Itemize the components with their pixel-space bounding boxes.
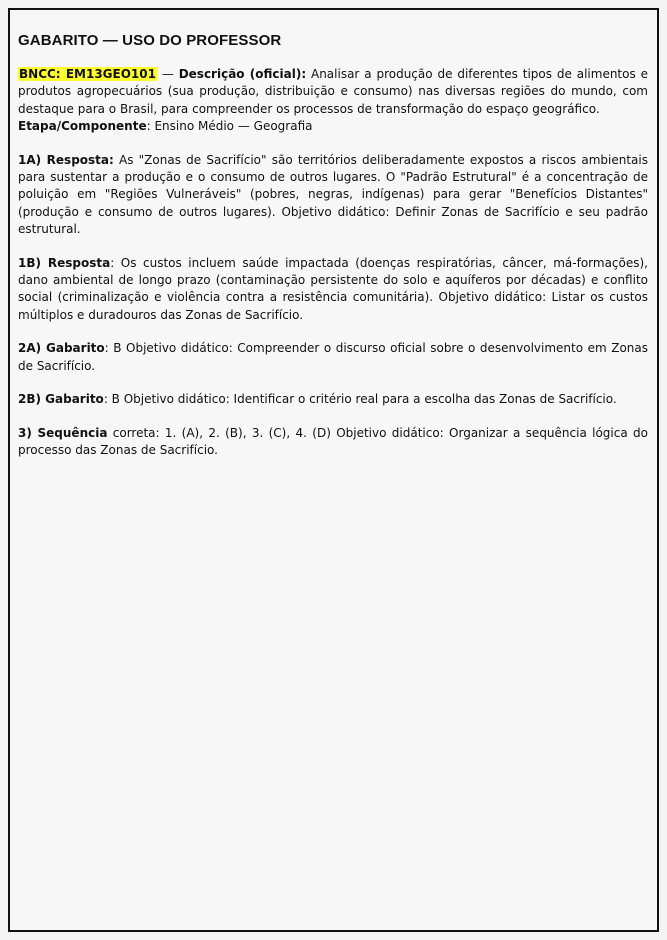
- answer-2b-label: 2B) Gabarito: [18, 392, 104, 407]
- answer-2a-text: : B Objetivo didático: Compreender o discurso oficial sobre o desenvolvimento em Zonas de Sacrifício.: [18, 341, 648, 373]
- page-title: GABARITO — USO DO PROFESSOR: [18, 32, 282, 49]
- bncc-separator: —: [156, 67, 179, 81]
- answer-2b: [18, 391, 648, 408]
- answer-1a-label: 1A) Resposta:: [18, 152, 114, 167]
- description-label: Descrição (oficial):: [178, 67, 307, 81]
- answer-3-text: correta: 1. (A), 2. (B), 3. (C), 4. (D) Objetivo didático: Organizar a sequência lógica do processo das Zonas de Sacrifício.: [18, 425, 648, 457]
- answer-3-label: 3) Sequência: [18, 425, 108, 440]
- answer-3: [18, 425, 648, 460]
- answer-1b: [18, 255, 648, 325]
- answer-1b-text: : Os custos incluem saúde impactada (doenças respiratórias, câncer, má-formações), dano ambiental de longo prazo (contaminação persistente do solo e aquíferos por décadas) e conflito social (criminalização e violência contra a resistência comunitária). Objetivo didático: Listar os custos múltiplos e duradouros das Zonas de Sacrifício.: [18, 255, 648, 322]
- answer-1a: [18, 152, 648, 239]
- answer-2a: [18, 340, 648, 375]
- bncc-code-highlight: BNCC: EM13GEO101: [19, 67, 156, 81]
- answer-1a-text: As "Zonas de Sacrifício" são territórios deliberadamente expostos a riscos ambientais para sustentar a produção e o consumo de outros lugares. O "Padrão Estrutural" é a concentração de poluição em "Regiões Vulneráveis" (pobres, negras, indígenas) para gerar "Benefícios Distantes" (produção e consumo de outros lugares). Objetivo didático: Definir Zonas de Sacrifício e seu padrão estrutural.: [18, 152, 648, 237]
- answer-2a-label: 2A) Gabarito: [18, 341, 105, 356]
- answer-key-page: [8, 8, 659, 932]
- stage-text: : Ensino Médio — Geografia: [146, 119, 313, 134]
- description-text: Analisar a produção de diferentes tipos de alimentos e produtos agropecuários (sua produção, distribuição e consumo) nas diversas regiões do mundo, com destaque para o Brasil, para compreender os processos de transformação do espaço geográfico.: [18, 67, 648, 116]
- answer-1b-label: 1B) Resposta: [18, 255, 111, 270]
- bncc-block: [18, 66, 648, 136]
- answer-2b-text: : B Objetivo didático: Identificar o critério real para a escolha das Zonas de Sacrifício.: [103, 392, 617, 407]
- stage-label: Etapa/Componente: [18, 119, 147, 134]
